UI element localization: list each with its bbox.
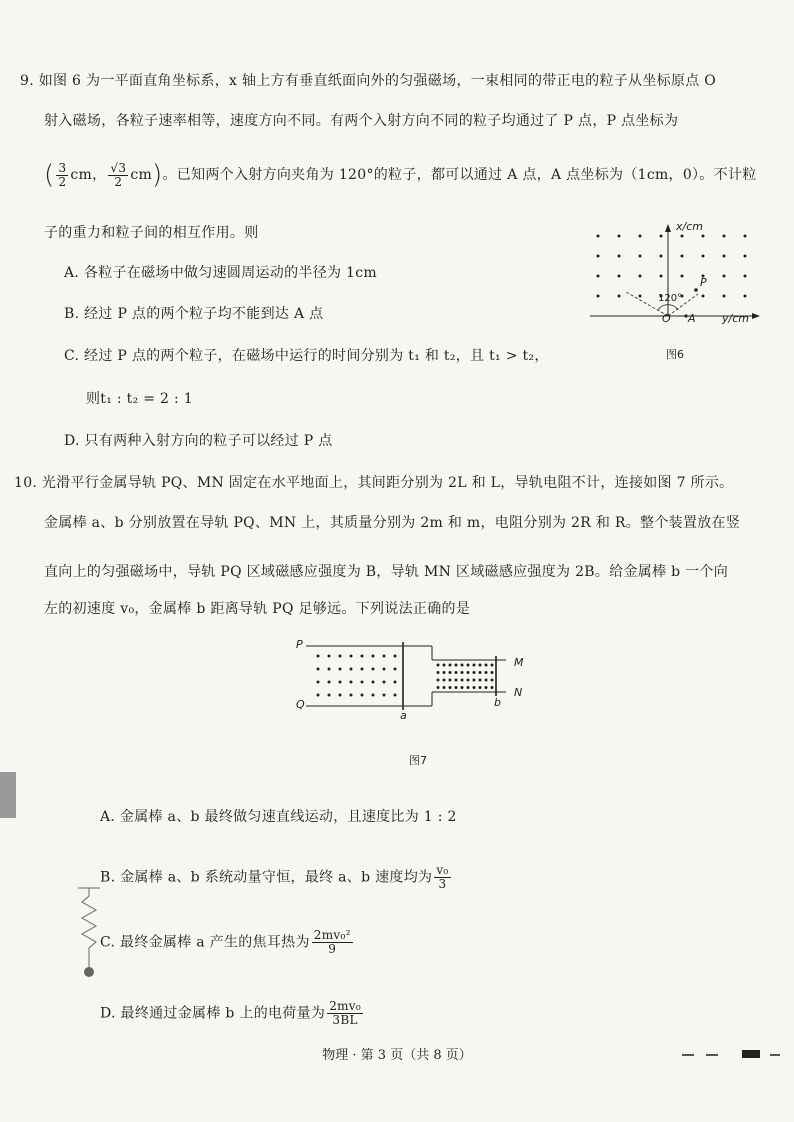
- field-dot: [597, 235, 600, 238]
- field-dot-dense: [485, 671, 488, 674]
- q10-option-b: B. 金属棒 a、b 系统动量守恒，最终 a、b 速度均为 $\frac{\text{v₀}}{3}$: [100, 863, 449, 891]
- field-dot: [597, 295, 600, 298]
- field-dot: [361, 668, 364, 671]
- field-dot: [317, 655, 320, 658]
- field-dot: [317, 668, 320, 671]
- field-dot: [328, 681, 331, 684]
- q9-option-c: C. 经过 P 点的两个粒子，在磁场中运行的时间分别为 t₁ 和 t₂，且 t₁ > t₂，: [64, 348, 549, 364]
- q10-line4: 左的初速度 v₀，金属棒 b 距离导轨 PQ 足够远。下列说法正确的是: [44, 601, 471, 617]
- field-dot: [618, 295, 621, 298]
- q9-line4: 子的重力和粒子间的相互作用。则: [44, 225, 259, 241]
- field-dot: [723, 255, 726, 258]
- field-dot-dense: [491, 664, 494, 667]
- field-dot-dense: [461, 664, 464, 667]
- field-dot-dense: [443, 671, 446, 674]
- field-dot: [723, 275, 726, 278]
- field-dot-dense: [479, 664, 482, 667]
- field-dot: [681, 275, 684, 278]
- field-dot-dense: [491, 686, 494, 689]
- corner-marks: [682, 1050, 782, 1060]
- field-dot: [361, 655, 364, 658]
- field-dot: [394, 668, 397, 671]
- field-dot-dense: [437, 664, 440, 667]
- p-y-fraction: $\frac{√3}{2}$: [110, 160, 127, 189]
- fig6-point-a-label: A: [688, 312, 696, 325]
- field-dot-dense: [485, 664, 488, 667]
- field-dot-dense: [455, 671, 458, 674]
- field-dot-dense: [485, 686, 488, 689]
- q10-line3: 直向上的匀强磁场中，导轨 PQ 区域磁感应强度为 B，导轨 MN 区域磁感应强度为 2B。给金属棒 b 一个向: [44, 564, 729, 580]
- field-dot-dense: [461, 686, 464, 689]
- field-dot: [328, 668, 331, 671]
- field-dot: [618, 255, 621, 258]
- field-dot-dense: [437, 686, 440, 689]
- field-dot: [639, 295, 642, 298]
- field-dot: [317, 694, 320, 697]
- field-dot-dense: [437, 671, 440, 674]
- q10-option-a: A. 金属棒 a、b 最终做匀速直线运动，且速度比为 1 : 2: [100, 809, 457, 825]
- binding-edge-tab: [0, 772, 16, 818]
- field-dot-dense: [449, 671, 452, 674]
- spring-sketch: [72, 884, 106, 984]
- field-dot: [317, 681, 320, 684]
- p-x-fraction: $\frac{3}{2}$: [58, 160, 67, 189]
- field-dot: [372, 655, 375, 658]
- field-dot: [660, 275, 663, 278]
- q9-option-a: A. 各粒子在磁场中做匀速圆周运动的半径为 1cm: [64, 265, 377, 281]
- field-dot: [394, 681, 397, 684]
- fig7-label-b: b: [494, 696, 501, 709]
- q9-line2: 射入磁场，各粒子速率相等，速度方向不同。有两个入射方向不同的粒子均通过了 P 点，P 点坐标为: [44, 113, 679, 129]
- field-dot: [702, 255, 705, 258]
- field-dot-dense: [467, 664, 470, 667]
- q9-line3: ( $\frac{3}{2}$ cm， $\frac{√3}{2}$ cm)。已知两个入射方向夹角为 120°的粒子，都可以通过 A 点，A 点坐标为（1cm，0）。不计粒: [44, 160, 757, 190]
- field-dot-dense: [443, 679, 446, 682]
- field-dot-dense: [449, 686, 452, 689]
- field-dot: [723, 295, 726, 298]
- field-dot: [328, 694, 331, 697]
- field-dot: [339, 694, 342, 697]
- field-dot-dense: [479, 686, 482, 689]
- field-dot: [350, 655, 353, 658]
- field-dot: [339, 681, 342, 684]
- field-dot: [372, 694, 375, 697]
- field-dot-dense: [485, 679, 488, 682]
- field-dot-dense: [443, 664, 446, 667]
- q10-b-fraction: $\frac{\text{v₀}}{3}$: [436, 863, 449, 891]
- field-dot: [383, 668, 386, 671]
- field-dot-dense: [443, 686, 446, 689]
- field-dot: [744, 275, 747, 278]
- field-dot: [328, 655, 331, 658]
- q10-d-fraction: $\frac{\text{2mv₀}}{3BL}$: [329, 999, 361, 1027]
- fig7-label-p: P: [296, 638, 303, 651]
- q10-line2: 金属棒 a、b 分别放置在导轨 PQ、MN 上，其质量分别为 2m 和 m，电阻分别为 2R 和 R。整个装置放在竖: [44, 515, 741, 531]
- field-dot: [639, 275, 642, 278]
- field-dot: [744, 235, 747, 238]
- field-dot: [597, 275, 600, 278]
- field-dot: [660, 235, 663, 238]
- field-dot-dense: [437, 679, 440, 682]
- q10-line1: 10. 光滑平行金属导轨 PQ、MN 固定在水平地面上，其间距分别为 2L 和 L，导轨电阻不计，连接如图 7 所示。: [14, 475, 734, 491]
- field-dot: [339, 655, 342, 658]
- field-dot: [394, 655, 397, 658]
- field-dot: [744, 295, 747, 298]
- field-dot-dense: [449, 679, 452, 682]
- field-dot: [339, 668, 342, 671]
- field-dot: [350, 694, 353, 697]
- field-dot: [723, 235, 726, 238]
- field-dot: [383, 681, 386, 684]
- field-dot-dense: [461, 679, 464, 682]
- field-dot: [394, 694, 397, 697]
- field-dot: [350, 681, 353, 684]
- field-dot: [383, 655, 386, 658]
- field-dot-dense: [467, 679, 470, 682]
- fig7-label-a: a: [400, 709, 407, 722]
- page-footer: 物理 · 第 3 页（共 8 页）: [322, 1048, 472, 1063]
- fig7-caption: 图7: [409, 754, 427, 767]
- field-dot-dense: [473, 664, 476, 667]
- fig6-caption: 图6: [666, 348, 684, 361]
- fig7-label-q: Q: [296, 698, 305, 711]
- field-dot-dense: [461, 671, 464, 674]
- fig6-vertical-axis-label: x/cm: [676, 220, 703, 233]
- fig6-horizontal-axis-label: y/cm: [722, 312, 749, 325]
- field-dot-dense: [449, 664, 452, 667]
- field-dot: [660, 255, 663, 258]
- field-dot-dense: [479, 679, 482, 682]
- field-dot: [639, 235, 642, 238]
- field-dot: [372, 668, 375, 671]
- fig6-origin-label: O: [662, 312, 671, 325]
- field-dot: [361, 694, 364, 697]
- field-dot: [618, 235, 621, 238]
- field-dot: [361, 681, 364, 684]
- field-dot: [639, 255, 642, 258]
- fig7-label-n: N: [514, 686, 523, 699]
- field-dot-dense: [491, 671, 494, 674]
- field-dot: [702, 235, 705, 238]
- field-dot-dense: [479, 671, 482, 674]
- field-dot: [350, 668, 353, 671]
- q10-option-c: C. 最终金属棒 a 产生的焦耳热为 $\frac{\text{2mv₀²}}{9}$: [100, 928, 351, 956]
- field-dot-dense: [491, 679, 494, 682]
- q10-c-fraction: $\frac{\text{2mv₀²}}{9}$: [313, 928, 351, 956]
- q9-option-c-ratio: 则t₁ : t₂ = 2 : 1: [86, 391, 193, 407]
- field-dot: [383, 694, 386, 697]
- field-dot: [618, 275, 621, 278]
- field-dot: [744, 255, 747, 258]
- field-dot-dense: [455, 679, 458, 682]
- field-dot-dense: [467, 671, 470, 674]
- fig6-point-p-label: P: [700, 276, 707, 289]
- field-dot: [372, 681, 375, 684]
- field-dot-dense: [455, 664, 458, 667]
- figure-7: [296, 636, 526, 720]
- field-dot-dense: [467, 686, 470, 689]
- field-dot: [702, 295, 705, 298]
- fig7-label-m: M: [514, 656, 524, 669]
- field-dot-dense: [455, 686, 458, 689]
- q9-line1: 9. 如图 6 为一平面直角坐标系，x 轴上方有垂直纸面向外的匀强磁场，一束相同的带正电的粒子从坐标原点 O: [20, 73, 717, 89]
- field-dot-dense: [473, 686, 476, 689]
- field-dot: [681, 235, 684, 238]
- field-dot: [681, 255, 684, 258]
- field-dot-dense: [473, 671, 476, 674]
- field-dot-dense: [473, 679, 476, 682]
- field-dot: [597, 255, 600, 258]
- q9-option-b: B. 经过 P 点的两个粒子均不能到达 A 点: [64, 306, 324, 322]
- q9-option-d: D. 只有两种入射方向的粒子可以经过 P 点: [64, 433, 333, 449]
- q10-option-d: D. 最终通过金属棒 b 上的电荷量为 $\frac{\text{2mv₀}}{3BL}$: [100, 999, 361, 1027]
- fig6-angle-label: 120°: [658, 293, 683, 304]
